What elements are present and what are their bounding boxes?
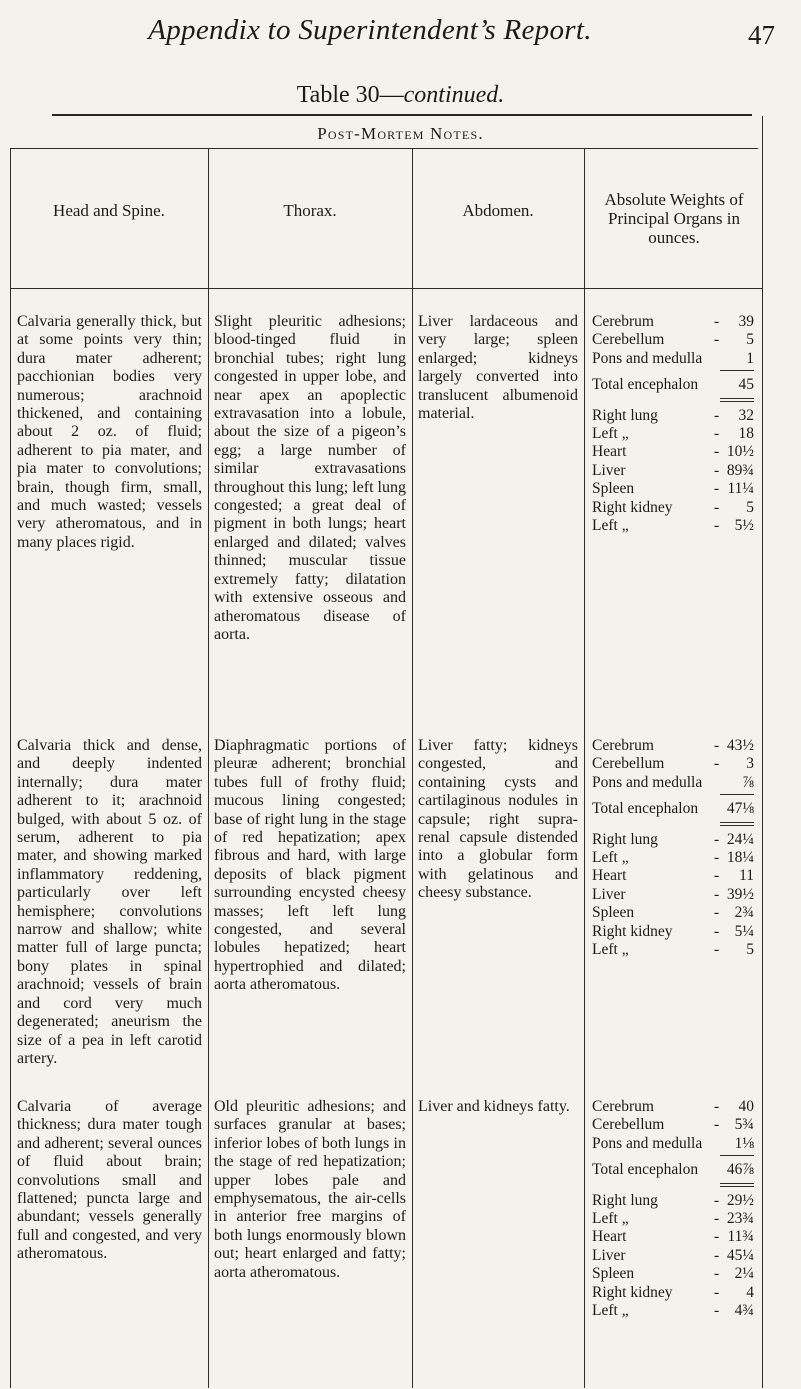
column-header-thorax: Thorax. [283, 201, 337, 220]
weight-row-liver: Liver - 45¼ [592, 1246, 754, 1264]
weight-row-total-encephalon: Total encephalon 47⅛ [592, 800, 754, 818]
section-title: Post-Mortem Notes. [317, 124, 484, 143]
section-rule [10, 148, 758, 149]
header-rule [10, 288, 762, 289]
weight-row-total-encephalon: Total encephalon 46⅞ [592, 1161, 754, 1179]
weight-row-left-lung: Left „ - 18¼ [592, 848, 754, 866]
row-1-head-spine: Calvaria generally thick, but at some points very thin; dura mater adherent; pacchionian bodies very numerous; arachnoid thickened, and containing about 2 oz. of fluid; adherent to pia mater, and pia mater to convolutions; brain, though firm, small, and much wasted; vessels very atheromatous, and in many places rigid. [17, 313, 202, 551]
running-head [0, 6, 801, 54]
weight-row-liver: Liver - 39½ [592, 885, 754, 903]
row-1-organ-weights [592, 313, 754, 535]
running-title: Appendix to Superintendent’s Report. [148, 14, 592, 46]
weight-row-right-kidney: Right kidney - 5 [592, 498, 754, 516]
table-title-text: Table 30— [296, 82, 404, 108]
column-header-head-spine: Head and Spine. [53, 201, 165, 220]
weight-row-heart: Heart - 11¾ [592, 1228, 754, 1246]
subtotal-rule [720, 1155, 754, 1156]
weight-row-cerebellum: Cerebellum - 5 [592, 331, 754, 349]
weight-row-heart: Heart - 10½ [592, 443, 754, 461]
row-3-organ-weights [592, 1098, 754, 1320]
total-rule [720, 398, 754, 399]
weight-row-spleen: Spleen - 11¼ [592, 480, 754, 498]
total-rule [720, 1183, 754, 1184]
weight-row-right-lung: Right lung - 24¼ [592, 830, 754, 848]
column-header-abdomen: Abdomen. [462, 201, 534, 220]
subtotal-rule [720, 794, 754, 795]
table-title-suffix: continued. [403, 82, 505, 108]
weight-row-heart: Heart - 11 [592, 867, 754, 885]
row-2-thorax: Diaphragmatic portions of pleuræ adherent; bronchial tubes full of frothy fluid; mucous lining congested; base of right lung in the stage of red hepatization; apex fibrous and hard, with large deposits of black pigment surrounding encysted cheesy masses; left left lung congested, and several lobules hepatized; heart hypertrophied and dilated; aorta atheromatous. [214, 737, 406, 994]
column-header-organ-weights: Absolute Weights of Principal Organs in ounces. [604, 190, 744, 247]
row-1-thorax: Slight pleuritic adhesions; blood-tinged fluid in bronchial tubes; right lung congested in upper lobe, and near apex an apoplectic extravasation into a lobule, about the size of a pigeon’s egg; a large number of similar extravasations throughout this lung; left lung congested; a great deal of pigment in both lungs; heart enlarged and dilated; valves thinned; muscular tissue extremely fatty; dilatation with extensive osseous and atheromatous disease of aorta. [214, 313, 406, 643]
weight-row-cerebellum: Cerebellum - 3 [592, 755, 754, 773]
weight-row-right-lung: Right lung - 32 [592, 406, 754, 424]
weight-row-right-lung: Right lung - 29½ [592, 1191, 754, 1209]
weight-row-pons: Pons and medulla 1⅛ [592, 1134, 754, 1152]
row-3-thorax: Old pleuritic adhesions; and surfaces granular at bases; inferior lobes of both lungs in the stage of red hepatization; upper lobes pale and emphysematous, the air-cells in anterior free margins of both lungs enormously blown out; heart enlarged and fatty; aorta atheromatous. [214, 1098, 406, 1281]
column-divider-1 [208, 148, 209, 1388]
row-2-organ-weights [592, 737, 754, 959]
table-left-border [10, 148, 11, 1388]
weight-row-left-kidney: Left „ - 4¾ [592, 1301, 754, 1319]
weight-row-left-kidney: Left „ - 5 [592, 940, 754, 958]
weight-row-right-kidney: Right kidney - 5¼ [592, 922, 754, 940]
weight-row-left-kidney: Left „ - 5½ [592, 516, 754, 534]
total-rule [720, 822, 754, 823]
table-right-border [762, 116, 763, 1388]
weight-row-cerebrum: Cerebrum - 43½ [592, 737, 754, 754]
page-number: 47 [748, 20, 775, 50]
weight-row-left-lung: Left „ - 18 [592, 424, 754, 442]
weight-row-liver: Liver - 89¾ [592, 461, 754, 479]
weight-row-spleen: Spleen - 2¼ [592, 1265, 754, 1283]
weight-row-cerebellum: Cerebellum - 5¾ [592, 1116, 754, 1134]
column-divider-2 [412, 148, 413, 1388]
weight-row-pons: Pons and medulla 1 [592, 349, 754, 367]
row-2-head-spine: Calvaria thick and dense, and deeply indented internally; dura mater adherent to it; arachnoid bulged, with about 5 oz. of serum, adherent to pia mater, and showing marked inflammatory reddening, particularly over left hemisphere; convolutions narrow and shallow; white matter full of large puncta; bony plates in spinal arachnoid; vessels of brain and cord very much degenerated; aneurism the size of a pea in left carotid artery. [17, 737, 202, 1067]
weight-row-cerebrum: Cerebrum - 40 [592, 1098, 754, 1115]
row-3-head-spine: Calvaria of average thickness; dura mater tough and adherent; several ounces of fluid about brain; convolutions small and flattened; puncta large and abundant; vessels generally full and congested, and very atheromatous. [17, 1098, 202, 1263]
subtotal-rule [720, 370, 754, 371]
row-3-abdomen: Liver and kidneys fatty. [418, 1098, 570, 1115]
weight-row-total-encephalon: Total encephalon 45 [592, 376, 754, 394]
table-title [0, 82, 801, 109]
table-top-rule [52, 114, 752, 116]
row-1-abdomen: Liver lardaceous and very large; spleen enlarged; kidneys largely converted into translucent albumenoid material. [418, 313, 578, 423]
row-2-abdomen: Liver fatty; kidneys congested, and containing cysts and cartilaginous nodules in capsule; right supra-renal capsule distended into a globular form with gelatinous and cheesy substance. [418, 737, 578, 902]
weight-row-left-lung: Left „ - 23¾ [592, 1209, 754, 1227]
weight-row-right-kidney: Right kidney - 4 [592, 1283, 754, 1301]
weight-row-cerebrum: Cerebrum - 39 [592, 313, 754, 330]
weight-row-pons: Pons and medulla ⅞ [592, 773, 754, 791]
weight-row-spleen: Spleen - 2¾ [592, 904, 754, 922]
column-divider-3 [584, 148, 585, 1388]
